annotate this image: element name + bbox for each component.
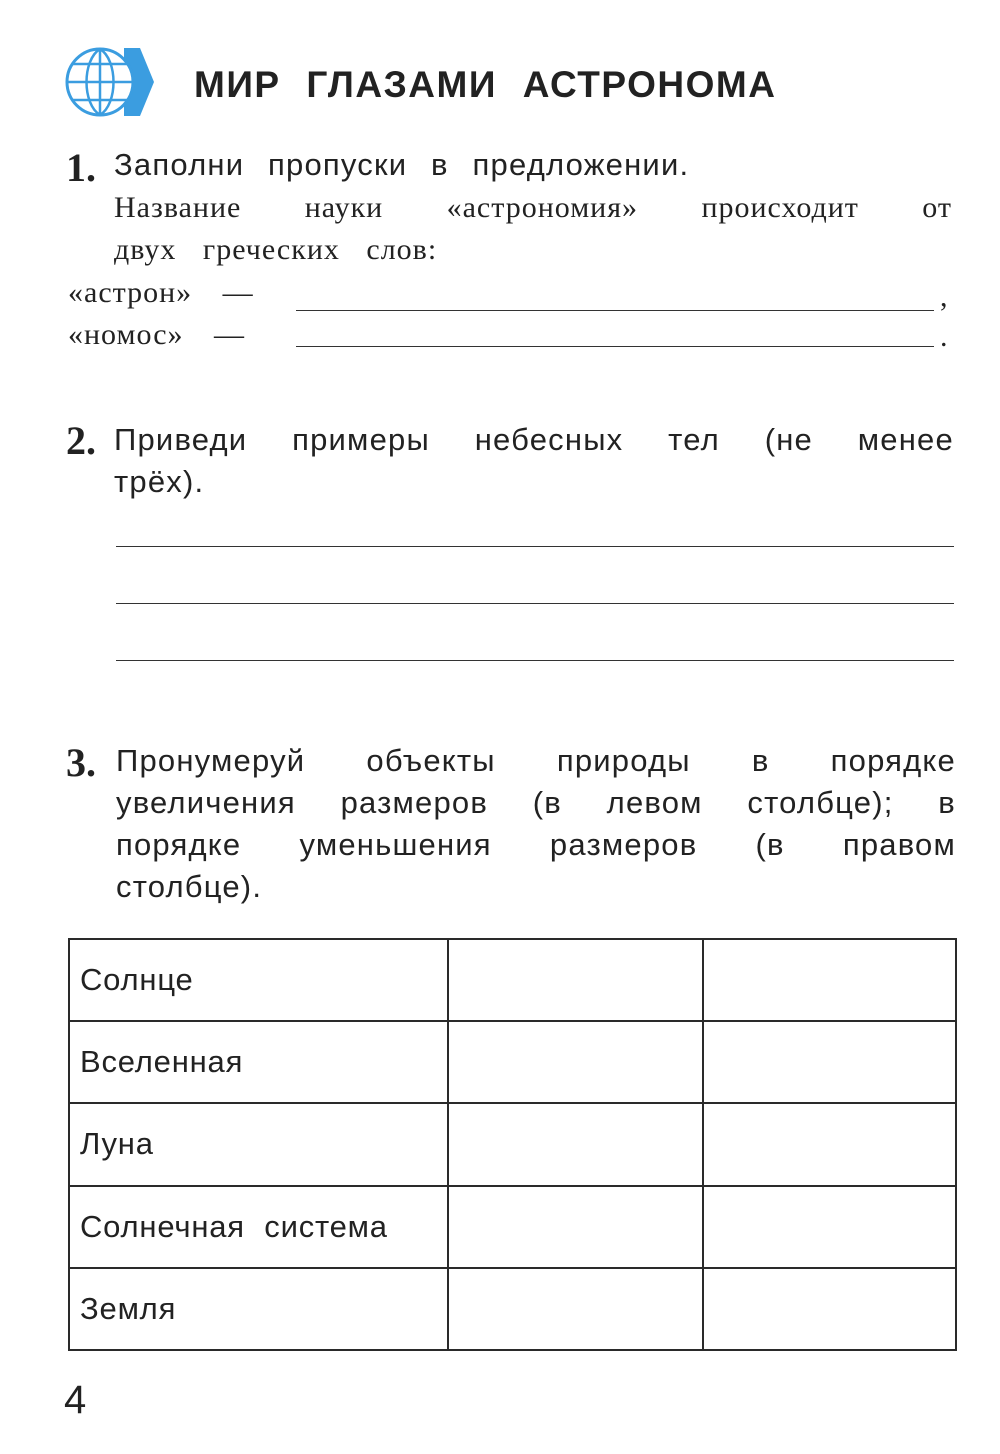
word: столбце);: [747, 785, 894, 820]
decrease-order-cell[interactable]: [703, 1021, 956, 1103]
globe-icon: [64, 42, 156, 122]
word: Пронумеруй: [116, 743, 306, 778]
decrease-order-cell[interactable]: [703, 1103, 956, 1185]
word: Название: [114, 191, 242, 224]
answer-line-astron[interactable]: [296, 310, 934, 311]
answer-line-1[interactable]: [116, 546, 954, 547]
answer-line-3[interactable]: [116, 660, 954, 661]
table-row: [69, 1021, 956, 1103]
task-3-line-3: [116, 824, 956, 866]
task-2-line-1: [114, 419, 954, 461]
word: размеров: [549, 827, 698, 862]
increase-order-cell[interactable]: [448, 1186, 703, 1268]
word: Приведи: [114, 422, 248, 457]
word: размеров: [340, 785, 489, 820]
task-3-line-2: [116, 782, 956, 824]
task-1-sentence-line-2: двух греческих слов:: [114, 233, 438, 266]
word: порядке: [116, 827, 242, 862]
object-cell: Солнце: [69, 939, 448, 1021]
word: увеличения: [116, 785, 296, 820]
task-3-line-1: [116, 740, 956, 782]
nomos-word: «номос» —: [68, 318, 246, 351]
answer-line-2[interactable]: [116, 603, 954, 604]
answer-line-nomos[interactable]: [296, 346, 934, 347]
word: объекты: [366, 743, 496, 778]
page-title: МИР ГЛАЗАМИ АСТРОНОМА: [194, 64, 777, 105]
object-cell: Земля: [69, 1268, 448, 1350]
task-2-line-2: трёх).: [114, 464, 205, 499]
astron-comma: ,: [940, 280, 949, 313]
word: науки: [304, 191, 384, 224]
task-1-number: 1.: [66, 145, 96, 190]
object-cell: Луна: [69, 1103, 448, 1185]
astron-word: «астрон» —: [68, 276, 254, 309]
word: (не: [764, 422, 813, 457]
increase-order-cell[interactable]: [448, 1268, 703, 1350]
decrease-order-cell[interactable]: [703, 939, 956, 1021]
word: уменьшения: [299, 827, 492, 862]
increase-order-cell[interactable]: [448, 939, 703, 1021]
decrease-order-cell[interactable]: [703, 1186, 956, 1268]
decrease-order-cell[interactable]: [703, 1268, 956, 1350]
word: правом: [842, 827, 956, 862]
word: от: [922, 191, 952, 224]
word: менее: [857, 422, 954, 457]
task-3-line-4: столбце).: [116, 869, 263, 904]
size-order-table: [68, 938, 957, 1351]
table-row: [69, 1268, 956, 1350]
word: небесных: [474, 422, 624, 457]
increase-order-cell[interactable]: [448, 1103, 703, 1185]
table-row: [69, 1103, 956, 1185]
word: левом: [606, 785, 703, 820]
word: «астрономия»: [446, 191, 639, 224]
word: примеры: [292, 422, 430, 457]
nomos-period: .: [940, 320, 949, 353]
word: (в: [532, 785, 562, 820]
task-2-number: 2.: [66, 418, 96, 463]
word: порядке: [830, 743, 956, 778]
increase-order-cell[interactable]: [448, 1021, 703, 1103]
table-row: [69, 939, 956, 1021]
word: в: [751, 743, 770, 778]
task-1-instruction: Заполни пропуски в предложении.: [114, 147, 690, 182]
word: в: [938, 785, 956, 820]
word: (в: [755, 827, 785, 862]
task-1-sentence-line-1: [114, 187, 952, 229]
word: природы: [556, 743, 691, 778]
word: происходит: [701, 191, 859, 224]
word: тел: [668, 422, 720, 457]
object-cell: Вселенная: [69, 1021, 448, 1103]
object-cell: Солнечная система: [69, 1186, 448, 1268]
page-number: 4: [64, 1378, 87, 1422]
task-3-number: 3.: [66, 740, 96, 785]
table-row: [69, 1186, 956, 1268]
